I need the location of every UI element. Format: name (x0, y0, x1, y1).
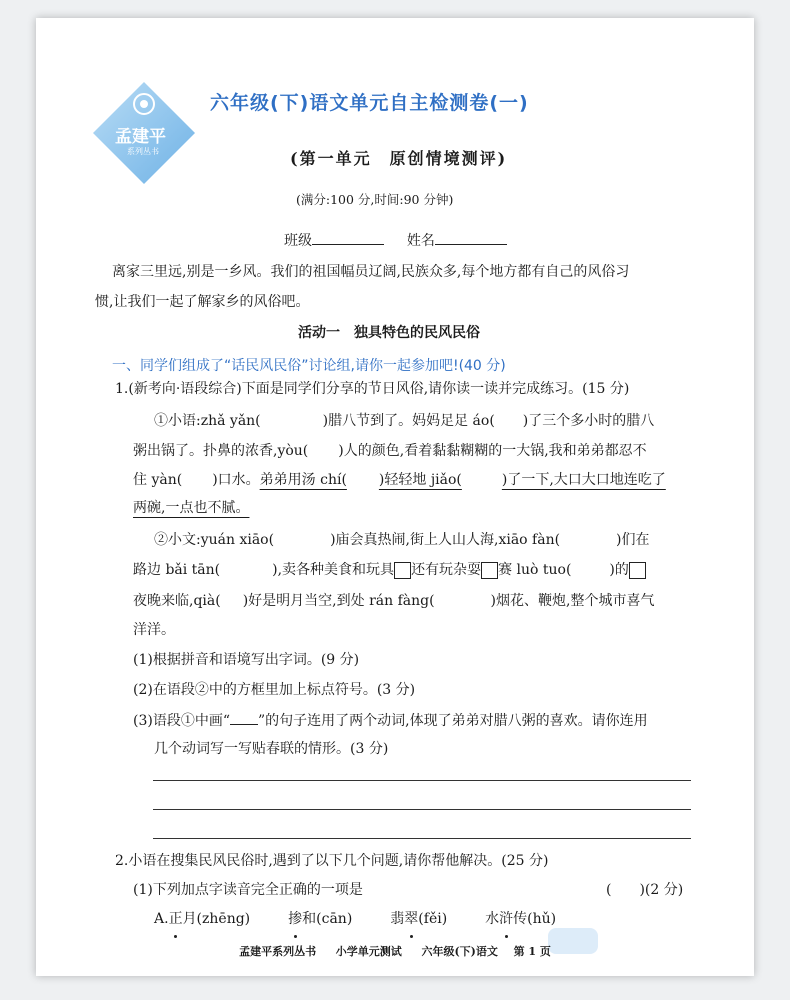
text: ”的句子连用了两个动词,体现了弟弟对腊八粥的喜欢。请你连用 (258, 713, 648, 729)
text: 弟弟用汤 chí( (259, 472, 347, 488)
q1-sub3-line2: 几个动词写一写贴春联的情形。(3 分) (154, 741, 389, 757)
publisher-logo (93, 82, 195, 184)
intro-line-1: 离家三里远,别是一乡风。我们的祖国幅员辽阔,民族众多,每个地方都有自己的风俗习 (112, 264, 630, 280)
text: ),卖各种美食和玩具 (272, 562, 395, 578)
answer-line-1[interactable] (153, 780, 691, 781)
section-1-title: 一、同学们组成了“话民风民俗”讨论组,请你一起参加吧!(40 分) (112, 358, 506, 374)
score-time: (满分:100 分,时间:90 分钟) (296, 192, 454, 207)
text: 住 yàn( (133, 472, 183, 488)
name-field[interactable] (435, 231, 507, 245)
text: )好是明月当空,到处 rán fàng( (242, 593, 435, 609)
text: 夜晚来临,qià( (133, 593, 221, 609)
footer-series: 孟建平系列丛书 (239, 945, 317, 958)
q2-sub1-score[interactable]: ( )(2 分) (606, 882, 684, 898)
q1-para2-line4: 洋洋。 (133, 622, 175, 638)
q2-stem: 2.小语在搜集民风民俗时,遇到了以下几个问题,请你帮他解决。(25 分) (115, 853, 549, 869)
q1-para2-line3 (133, 587, 654, 615)
dotted-char: 掺 (288, 905, 302, 933)
class-name-line (284, 230, 507, 250)
text: )们在 (616, 532, 650, 548)
text: 粥出锅了。扑鼻的浓香,yòu( (133, 443, 309, 459)
text: )庙会真热闹,街上人山人海,xiāo fàn( (330, 532, 561, 548)
text: (3)语段①中画“ (133, 713, 230, 729)
page-footer (0, 943, 790, 959)
dotted-char: 浒 (499, 905, 513, 933)
text: 月(zhēng) (182, 911, 251, 927)
text: (fěi) (418, 911, 448, 927)
logo-name: 孟建平 (115, 127, 166, 147)
text: 和(cān) (302, 911, 353, 927)
intro-line-2: 惯,让我们一起了解家乡的风俗吧。 (95, 294, 310, 310)
text: 翡 (390, 911, 405, 927)
text: )了三个多小时的腊八 (522, 413, 655, 429)
option-label: A. (154, 911, 169, 927)
text: 还有玩杂耍 (411, 562, 482, 578)
q1-para1-line4: 两碗,一点也不腻。 (133, 500, 250, 516)
answer-line-3[interactable] (153, 838, 691, 839)
text: 路边 bǎi tān( (133, 562, 221, 578)
text: )烟花、鞭炮,整个城市喜气 (490, 593, 655, 609)
q2-sub1: (1)下列加点字读音完全正确的一项是 (133, 882, 363, 898)
underline-sample (230, 711, 258, 725)
text: ②小文:yuán xiāo( (154, 532, 275, 548)
answer-line-2[interactable] (153, 809, 691, 810)
q1-stem: 1.(新考向·语段综合)下面是同学们分享的节日风俗,请你读一读并完成练习。(15 分) (115, 381, 630, 397)
text: 传(hǔ) (513, 911, 557, 927)
text: )人的颜色,看着黏黏糊糊的一大锅,我和弟弟都忍不 (338, 443, 647, 459)
punctuation-box[interactable] (629, 562, 646, 579)
text: )腊八节到了。妈妈足足 áo( (322, 413, 495, 429)
text: )口水。 (212, 472, 260, 488)
footer-grade: 六年级(下)语文 (421, 945, 498, 958)
q1-sub3-line1 (133, 707, 648, 735)
exam-title: 六年级(下)语文单元自主检测卷(一) (210, 92, 529, 114)
underlined-sentence (260, 472, 666, 488)
dotted-char: 翠 (404, 905, 418, 933)
q1-para1-line1 (154, 407, 654, 435)
footer-page: 第 1 页 (513, 945, 551, 958)
q1-para1-line3 (133, 466, 666, 494)
q1-sub2: (2)在语段②中的方框里加上标点符号。(3 分) (133, 682, 416, 698)
punctuation-box[interactable] (394, 562, 411, 579)
class-field[interactable] (312, 231, 384, 245)
q1-para2-line1 (154, 526, 650, 554)
q1-para2-line2 (133, 556, 646, 584)
text: 赛 luò tuo( (498, 562, 572, 578)
punctuation-box[interactable] (481, 562, 498, 579)
q1-para1-line2 (133, 437, 647, 465)
activity-heading: 活动一 独具特色的民风民俗 (298, 325, 480, 341)
class-label: 班级 (284, 233, 312, 249)
text: 水 (485, 911, 500, 927)
text: )的 (609, 562, 629, 578)
footer-test: 小学单元测试 (335, 945, 402, 958)
logo-series: 系列丛书 (127, 147, 159, 156)
text: )了一下,大口大口地连吃了 (501, 472, 666, 488)
text: )轻轻地 jiǎo( (378, 472, 462, 488)
name-label: 姓名 (406, 233, 435, 249)
q2-option-a[interactable] (154, 905, 556, 933)
dotted-char: 正 (169, 905, 183, 933)
exam-subtitle: (第一单元 原创情境测评) (290, 149, 508, 168)
text: ①小语:zhǎ yǎn( (154, 413, 261, 429)
q1-sub1: (1)根据拼音和语境写出字词。(9 分) (133, 652, 360, 668)
